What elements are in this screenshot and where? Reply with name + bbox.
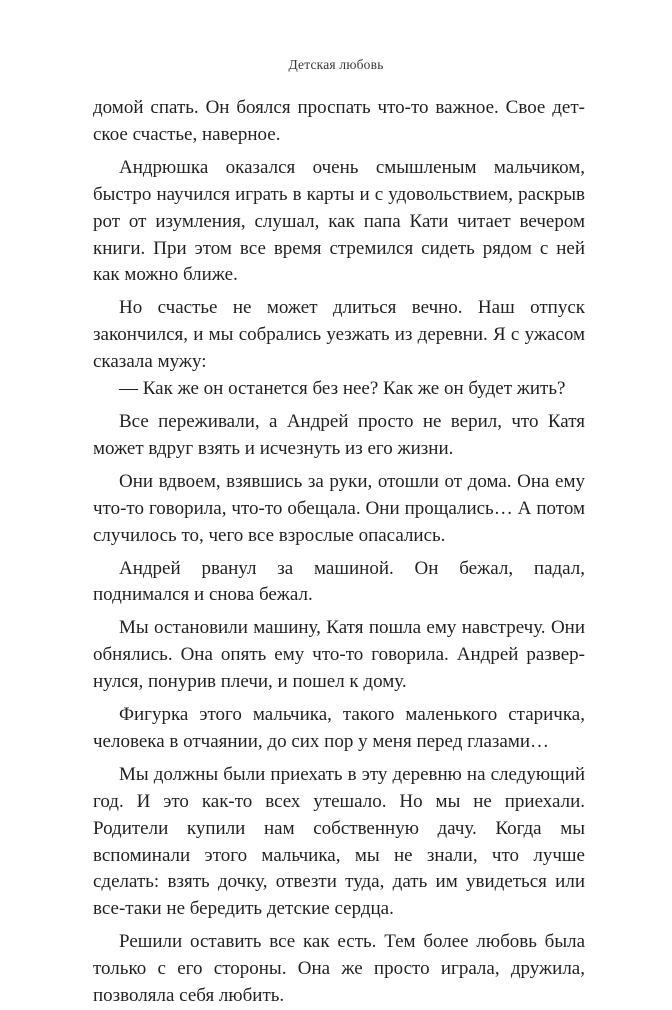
body-text [93, 95, 585, 1010]
paragraph: домой спать. Он боялся проспать что-то важное. Свое детское счастье, наверное. [93, 97, 585, 145]
paragraph: Мы остановили машину, Катя пошла ему навстречу. Они обнялись. Она опять ему что-то говорила. Андрей развернулся, понурив плечи, и пошел к дому. [93, 617, 585, 693]
paragraph: Фигурка этого мальчика, такого маленького старичка, человека в отчаянии, до сих пор у меня перед глазами… [93, 704, 585, 752]
paragraph: Все переживали, а Андрей просто не верил, что Катя может вдруг взять и исчезнуть из его жизни. [93, 410, 585, 459]
paragraph: Андрюшка оказался очень смышленым мальчиком, быстро научился играть в карты и с удовольствием, раскрыв рот от изумления, слушал, как папа Кати читает вечером книги. При этом все время стремился сидеть рядом с ней как можно ближе. [93, 156, 585, 286]
paragraph: Решили оставить все как есть. Тем более любовь была только с его стороны. Она же просто играла, дружила, позволяла себя любить. [93, 931, 585, 1007]
paragraph: Они вдвоем, взявшись за руки, отошли от дома. Она ему что-то говорила, что-то обещала. Они прощались… А потом случилось то, чего все взрослые опасались. [93, 470, 585, 546]
dialogue-line: — Как же он останется без нее? Как же он будет жить? [119, 378, 566, 400]
running-header: Детская любовь [288, 57, 384, 72]
paragraph: Мы должны были приехать в эту деревню на следующий год. И это как-то всех утешало. Но мы не приехали. Родители купили нам собственную дачу. Когда мы вспоминали этого мальчика, мы не знали, что лучше сделать: взять дочку, отвезти туда, дать им увидеться или все-таки не бередить детские сердца. [93, 763, 585, 920]
paragraph: Андрей рванул за машиной. Он бежал, падал, поднимался и снова бежал. [93, 557, 585, 606]
paragraph: Но счастье не может длиться вечно. Наш отпуск закончился, и мы собрались уезжать из деревни. Я с ужасом сказала мужу: [93, 297, 585, 373]
